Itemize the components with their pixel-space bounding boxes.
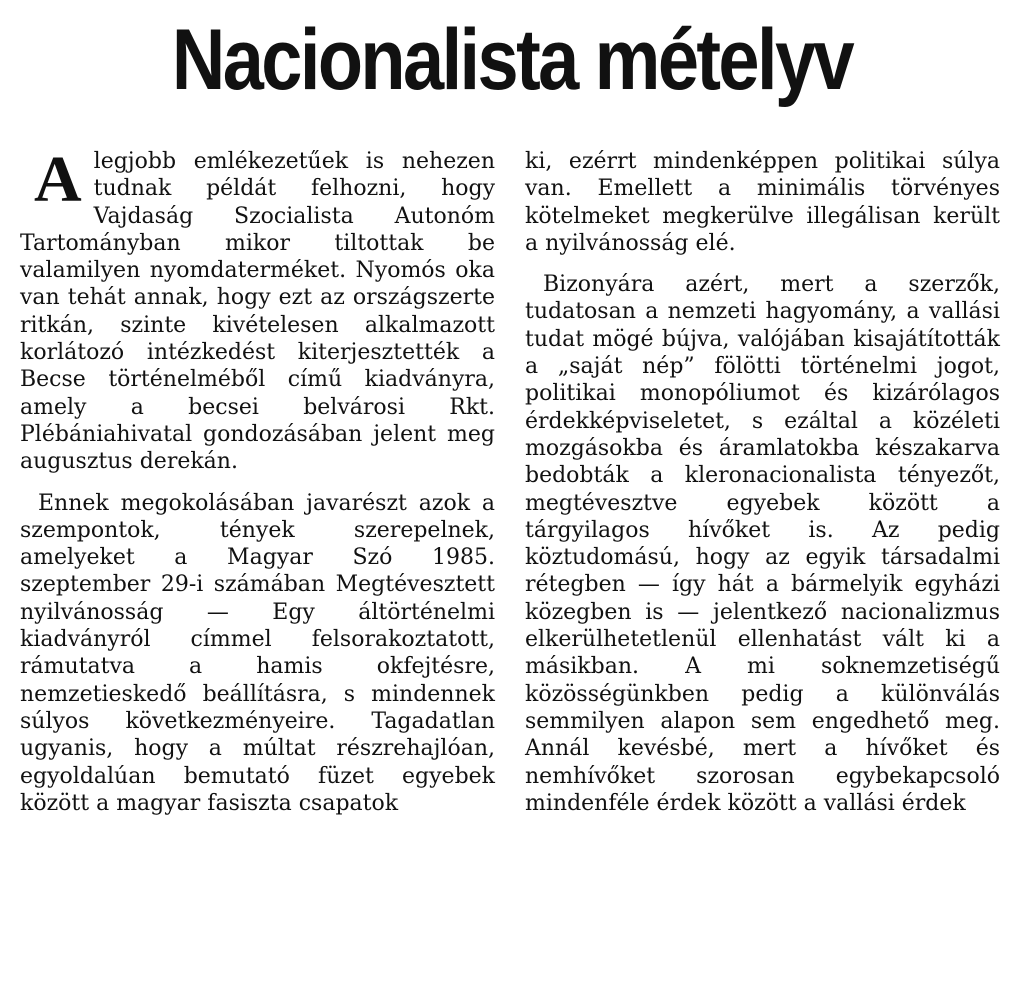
drop-cap: A bbox=[34, 143, 82, 216]
paragraph-text: legjobb emlékezetűek is nehezen tudnak példát felhozni, hogy Vajdaság Szocialista Autonóm Tartományban mikor tiltottak be valamilyen nyomdaterméket. Nyomós oka van tehát annak, hogy ezt az országszerte ritkán, szinte kivételesen alkalmazott korlátozó intézkedést kiterjesztették a Becse történelméből című kiadványra, amely a becsei belvárosi Rkt. Plébániahivatal gondozásában jelent meg augusztus derekán. bbox=[20, 149, 495, 475]
paragraph: Bizonyára azért, mert a szerzők, tudatosan a nemzeti hagyomány, a vallási tudat mögé bújva, valójában kisajátították a „saját nép” fölötti történelmi jogot, politikai monopóliumot és kizárólagos érdekképviseletet, s ezáltal a közéleti mozgásokba és áramlatokba készakarva bedobták a kleronacionalista tényezőt, megtévesztve egyebek között a tárgyilagos hívőket is. Az pedig köztudomású, hogy az egyik társadalmi rétegben — így hát a bármelyik egyházi közegben is — jelentkező nacionalizmus elkerülhetetlenül ellenhatást vált ki a másikban. A mi soknemzetiségű közösségünkben pedig a különválás semmilyen alapon sem engedhető meg. Annál kevésbé, mert a hívőket és nemhívőket szorosan egybekapcsoló mindenféle érdek között a vallási érdek bbox=[525, 272, 1000, 816]
right-column bbox=[525, 148, 1000, 817]
page-bottom-clip bbox=[0, 952, 1024, 988]
headline: Nacionalista mételyv bbox=[171, 12, 853, 108]
paragraph: ki, ezérrt mindenképpen politikai súlya van. Emellett a minimális törvényes kötelmeket megkerülve illegálisan került a nyilvánosság elé. bbox=[525, 149, 1000, 256]
left-column bbox=[20, 143, 495, 817]
paragraph: Ennek megokolásában javarészt azok a szempontok, tények szerepelnek, amelyeket a Magyar Szó 1985. szeptember 29-i számában Megtévesztett nyilvánosság — Egy áltörténelmi kiadványról címmel felsorakoztatott, rámutatva a hamis okfejtésre, nemzetieskedő beállításra, s mindennek súlyos következményeire. Tagadatlan ugyanis, hogy a múltat részrehajlóan, egyoldalúan bemutató füzet egyebek között a magyar fasiszta csapatok bbox=[20, 490, 495, 816]
paragraph bbox=[20, 143, 495, 476]
